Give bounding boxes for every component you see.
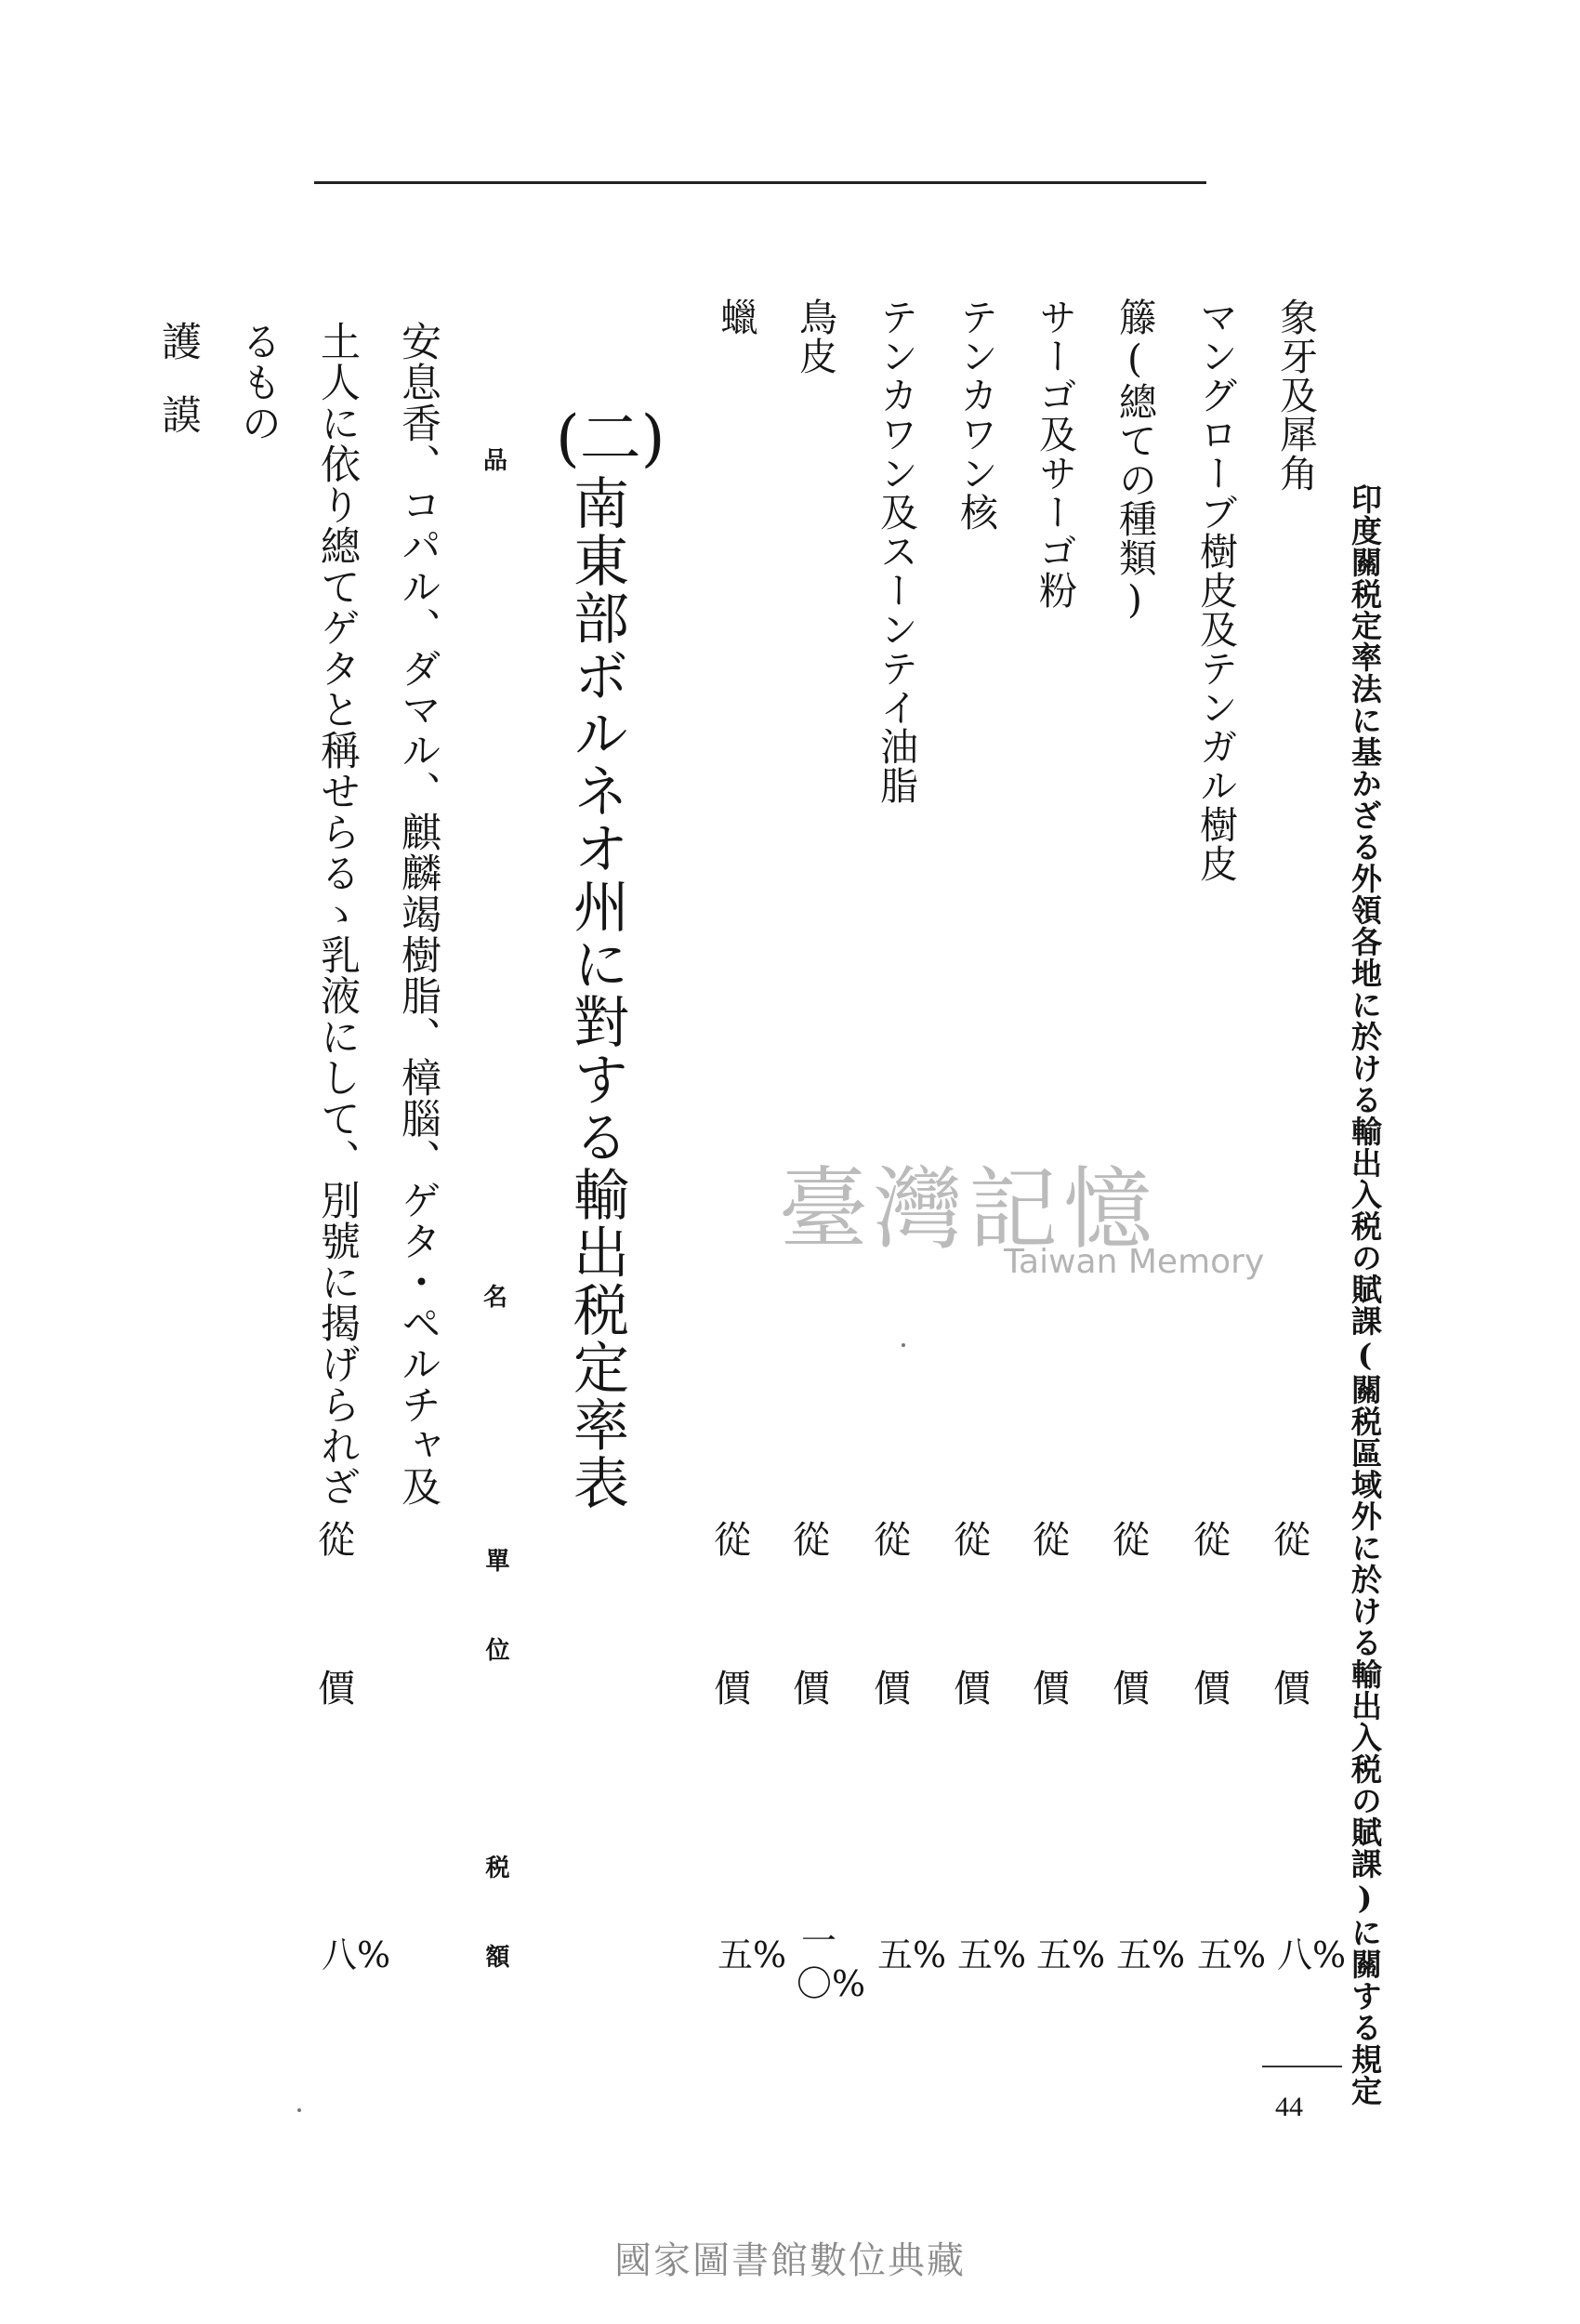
watermark-cn: 臺灣記憶 (779, 1157, 1158, 1261)
item-name-wax: 蠟 (714, 297, 758, 337)
item-name-bird-skin: 鳥皮 (793, 297, 837, 376)
rate-basis: 從 (1273, 1519, 1310, 1562)
rate-basis: 從 (1193, 1519, 1231, 1562)
rate-unit: 價 (1033, 1668, 1070, 1710)
text-line-2: 土人に依り總てゲタと稱せらるゝ乳液にして、別號に揭げられざ (314, 321, 361, 1507)
text-line-4: 護謨 (155, 321, 202, 468)
item-name-ivory: 象牙及犀角 (1273, 297, 1318, 493)
footer-collection-label: 國家圖書館數位典藏 (614, 2239, 966, 2282)
rate-basis: 從 (874, 1519, 911, 1562)
rate-value: 五% (1197, 1934, 1267, 1975)
item-name-tengkawang-nut: テンカワン核 (954, 297, 998, 532)
rate-basis: 從 (793, 1519, 830, 1562)
rate-value: 五% (1036, 1934, 1106, 1975)
scan-speck (902, 1343, 905, 1347)
rate-unit: 價 (1113, 1668, 1150, 1710)
text-line-3: るもの (235, 321, 282, 443)
rate-value: 五% (957, 1934, 1027, 1975)
rate-value: 五% (1116, 1934, 1186, 1975)
rate-basis: 從 (714, 1519, 751, 1562)
section-number: (二) (556, 403, 665, 474)
table-header-name-1: 品 (483, 447, 508, 475)
rate-unit: 價 (714, 1668, 751, 1710)
rate-value: 八% (1277, 1934, 1347, 1975)
rate-unit: 價 (1193, 1668, 1231, 1710)
item-name-tengkawang-oil: テンカワン及スーンテイ油脂 (874, 297, 918, 805)
rate-unit: 價 (793, 1668, 830, 1710)
rate-basis: 從 (954, 1519, 991, 1562)
rate-unit: 價 (1273, 1668, 1310, 1710)
rate-value: 五% (718, 1934, 787, 1975)
top-rule (314, 181, 1206, 184)
page-number-rule (1262, 2066, 1342, 2067)
item-name-rattan: 籐(總ての種類) (1113, 297, 1157, 623)
rate-basis: 從 (1113, 1519, 1150, 1562)
scan-speck (297, 2108, 301, 2112)
rate-basis: 從 (318, 1519, 355, 1562)
rate-basis: 從 (1033, 1519, 1070, 1562)
item-name-sago: サーゴ及サーゴ粉 (1033, 297, 1077, 610)
watermark-en: Taiwan Memory (1004, 1243, 1265, 1281)
section-title: 南東部ボルネオ州に對する輸出税定率表 (564, 474, 629, 1512)
page-number: 44 (1275, 2092, 1303, 2122)
table-header-unit: 單 位 (481, 1548, 509, 1680)
running-header: 印度關税定率法に基かざる外領各地に於ける輸出入税の賦課(關税區域外に於ける輸出入税の賦課)に關する規定 (1347, 483, 1383, 2106)
text-line-1: 安息香、コパル、ダマル、麒麟竭樹脂、樟腦、ゲタ・ペルチャ及 (395, 321, 441, 1507)
table-header-name-2: 名 (483, 1284, 508, 1312)
rate-value: 一〇% (797, 1921, 866, 2004)
watermark (779, 1139, 1265, 1281)
table-header-tax: 税 額 (481, 1855, 509, 1987)
rate-unit: 價 (874, 1668, 911, 1710)
rate-unit: 價 (954, 1668, 991, 1710)
rate-value: 五% (877, 1934, 947, 1975)
item-name-mangrove: マングローブ樹皮及テンガル樹皮 (1193, 297, 1238, 883)
rate-value: 八% (322, 1934, 391, 1975)
rate-unit: 價 (318, 1668, 355, 1710)
